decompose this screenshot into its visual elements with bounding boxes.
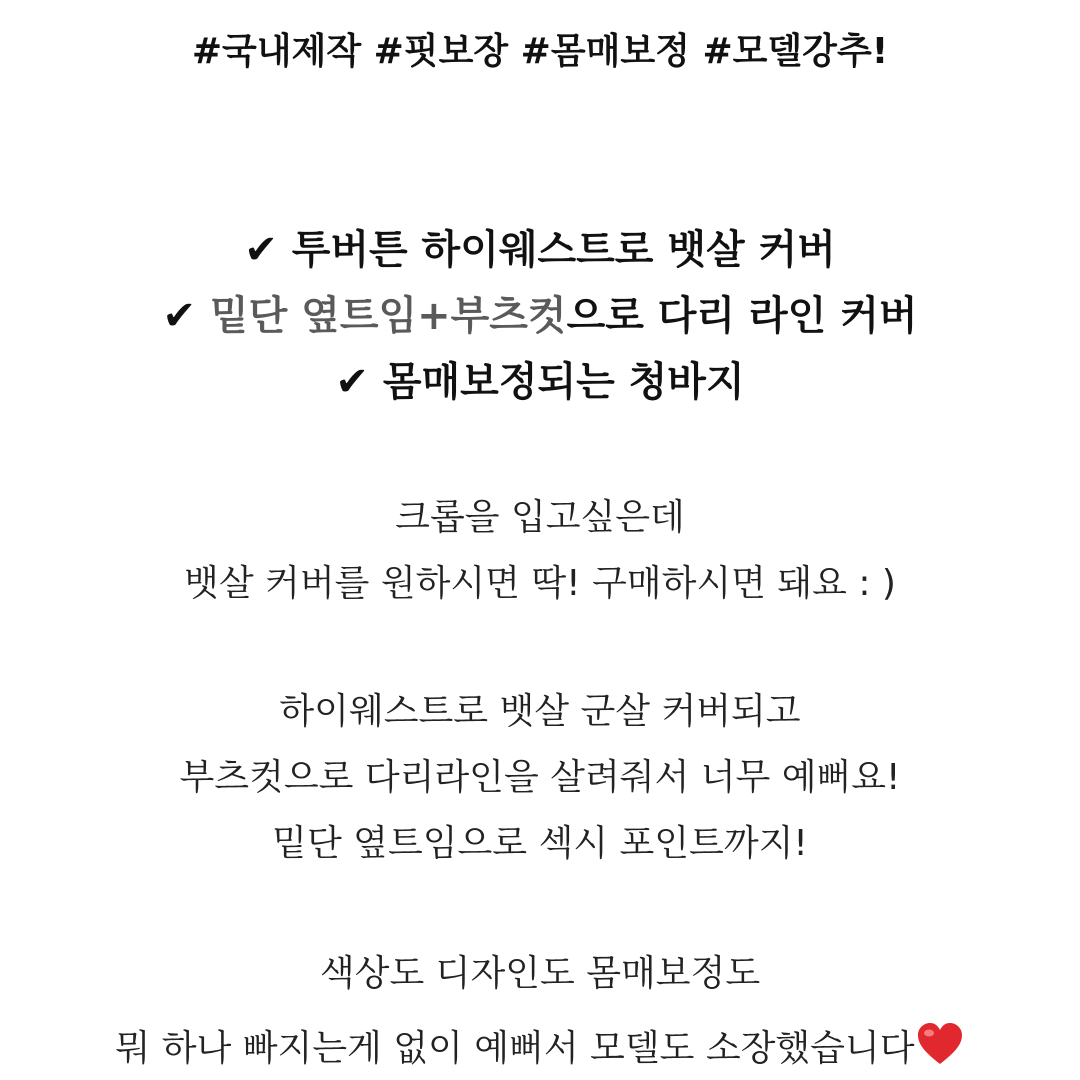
feature-text-1: 투버튼 하이웨스트로 뱃살 커버 [291, 227, 836, 273]
paragraph1-line-2: 뱃살 커버를 원하시면 딱! 구매하시면 돼요 : ) [184, 563, 896, 604]
feature-text-3: 몸매보정되는 청바지 [382, 359, 745, 405]
paragraph2-line-1: 하이웨스트로 뱃살 군살 커버되고 [279, 691, 801, 732]
feature-item-2 [0, 293, 1080, 339]
paragraph2-line-2: 부츠컷으로 다리라인을 살려줘서 너무 예뻐요! [179, 757, 901, 798]
check-mark-icon: ✔ [244, 227, 278, 273]
feature-text-2: 으로 다리 라인 커버 [566, 293, 918, 339]
paragraph3-line-2 [0, 1022, 1080, 1067]
heart-icon [916, 1022, 964, 1066]
paragraph3-line-2-text: 뭐 하나 빠지는게 없이 예뻐서 모델도 소장했습니다 [115, 1028, 915, 1069]
feature-highlight-2: 밑단 옆트임+부츠컷 [210, 293, 567, 339]
feature-item-3 [0, 359, 1080, 405]
hashtags-heading: #국내제작 #핏보장 #몸매보정 #모델강추! [191, 31, 889, 72]
paragraph2-line-3: 밑단 옆트임으로 섹시 포인트까지! [272, 823, 808, 864]
feature-item-1 [0, 227, 1080, 273]
paragraph3-line-1: 색상도 디자인도 몸매보정도 [319, 953, 761, 994]
check-mark-icon: ✔ [162, 293, 197, 339]
check-mark-icon: ✔ [335, 359, 369, 405]
paragraph1-line-1: 크롭을 입고싶은데 [395, 497, 685, 538]
